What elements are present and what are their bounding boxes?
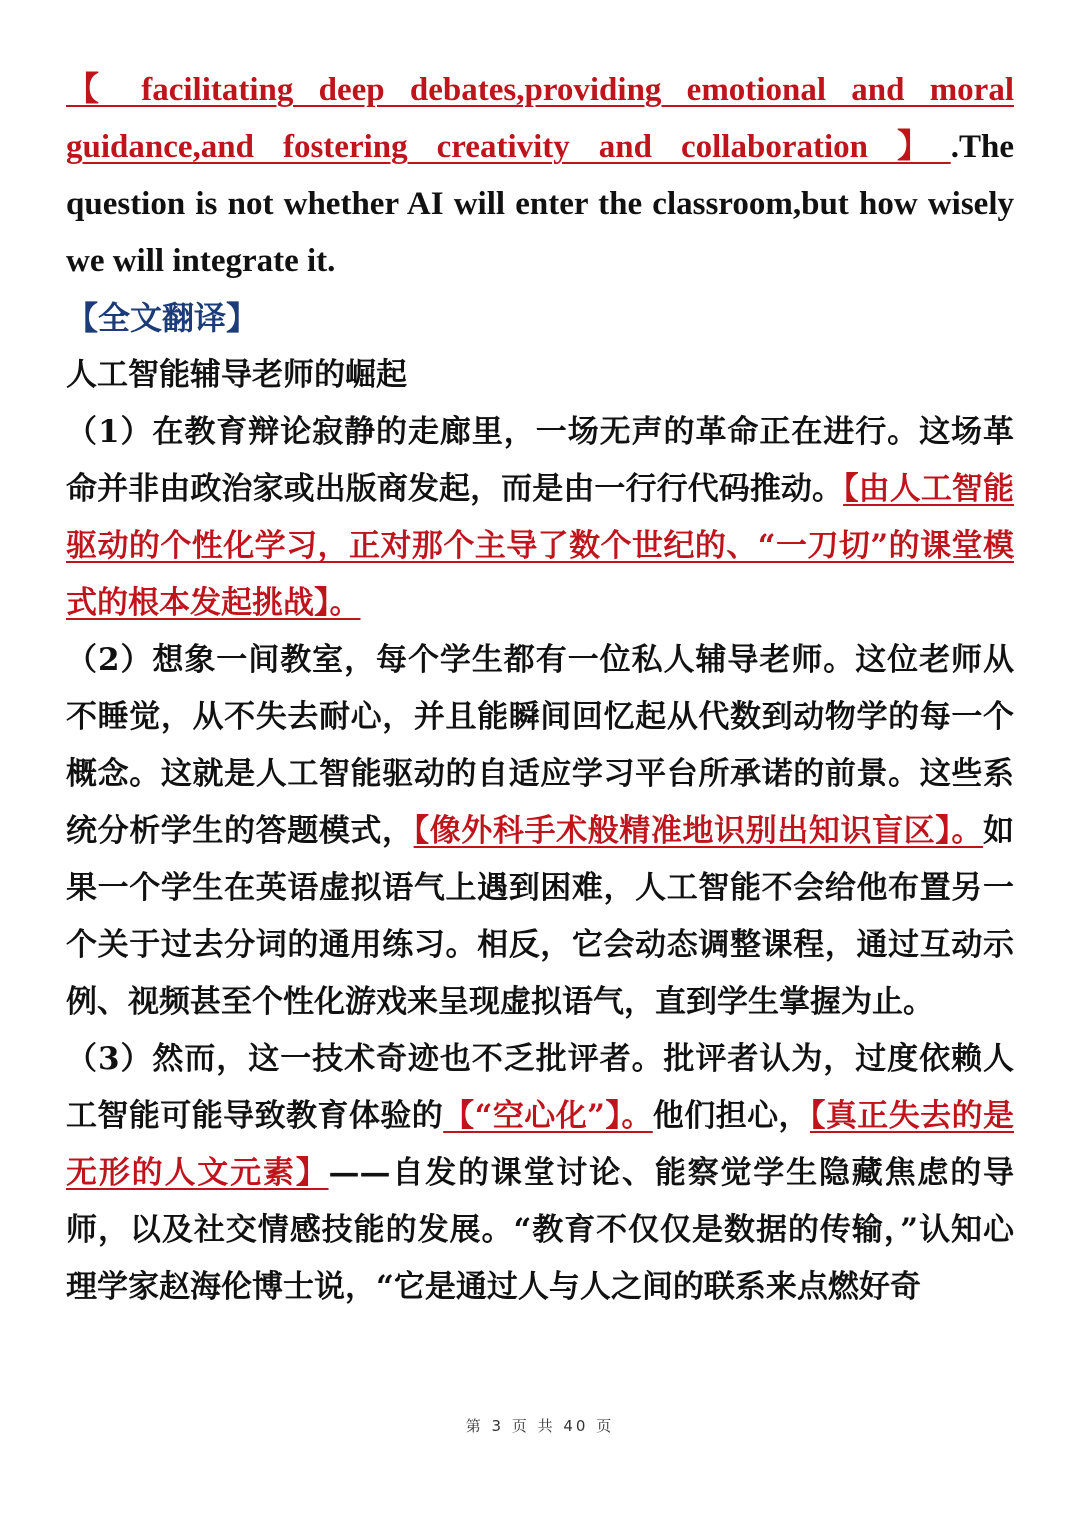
highlighted-answer: 【由人工智能驱动的个性化学习，正对那个主导了数个世纪的、“一刀切”的课堂模式的根本发起挑战】。 (66, 471, 1015, 621)
paragraph-text: 如果一个学生在英语虚拟语气上遇到困难，人工智能不会给他布置另一个关于过去分词的通用练习。相反，它会动态调整课程，通过互动示例、视频甚至个性化游戏来呈现虚拟语气，直到学生掌握为止。 (66, 813, 1015, 1020)
highlighted-answer: 【“空心化”】。 (443, 1098, 653, 1134)
paragraph-text: （2）想象一间教室，每个学生都有一位私人辅导老师。这位老师从不睡觉，从不失去耐心，并且能瞬间回忆起从代数到动物学的每一个概念。这就是人工智能驱动的自适应学习平台所承诺的前景。这些系统分析学生的答题模式， (66, 642, 1014, 849)
english-paragraph (66, 62, 1014, 290)
section-heading: 【全文翻译】 (66, 299, 259, 337)
paragraph-text: ——自发的课堂讨论、能察觉学生隐藏焦虑的导师，以及社交情感技能的发展。“教育不仅仅是数据的传输，”认知心理学家赵海伦博士说，“它是通过人与人之间的联系来点燃好奇 (66, 1155, 1015, 1305)
highlighted-answer: 【像外科手术般精准地识别出知识盲区】。 (413, 813, 984, 849)
page-footer: 第 3 页 共 40 页 (465, 1417, 615, 1435)
paragraph-text: （1）在教育辩论寂静的走廊里，一场无声的革命正在进行。这场革命并非由政治家或出版商发起，而是由一行行代码推动。 (66, 414, 1014, 507)
document-page (66, 62, 1014, 1316)
paragraph-text: 他们担心， (652, 1098, 810, 1134)
paragraph-text: （3）然而，这一技术奇迹也不乏批评者。批评者认为，过度依赖人工智能可能导致教育体验的 (66, 1041, 1014, 1134)
translation-paragraph-3 (66, 1031, 1014, 1316)
translation-title: 人工智能辅导老师的崛起 (66, 357, 407, 393)
highlighted-answer: 【真正失去的是无形的人文元素】 (66, 1098, 1015, 1191)
translation-paragraph-2 (66, 632, 1014, 1031)
translation-paragraph-1 (66, 404, 1014, 632)
paragraph-text: .The question is not whether AI will enter the classroom,but how wisely we will integrate it. (66, 129, 1014, 279)
highlighted-answer: 【 facilitating deep debates,providing emotional and moral guidance,and fostering creativity and collaboration 】 (66, 72, 1014, 165)
